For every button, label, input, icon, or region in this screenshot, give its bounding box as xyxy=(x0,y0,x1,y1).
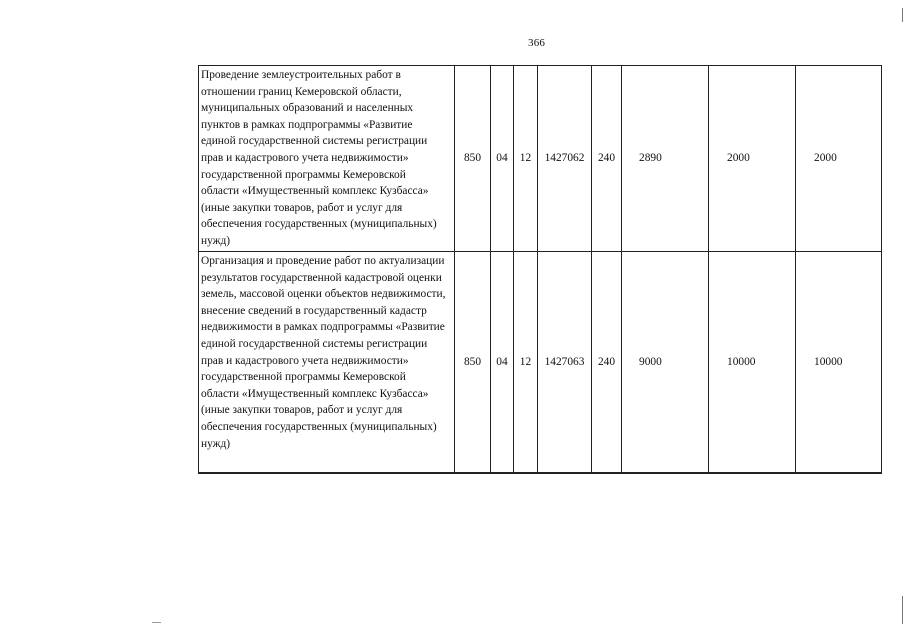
table-row xyxy=(199,66,882,252)
subsection-code: 12 xyxy=(514,66,538,252)
page-number: 366 xyxy=(528,37,546,49)
ministry-code: 850 xyxy=(455,66,491,252)
section-code: 04 xyxy=(491,252,514,474)
target-article-code: 1427062 xyxy=(538,66,592,252)
expense-type-code: 240 xyxy=(592,252,622,474)
budget-table xyxy=(198,65,882,474)
target-article-code: 1427063 xyxy=(538,252,592,474)
scan-edge-mark xyxy=(152,622,161,623)
scan-edge-mark xyxy=(902,8,903,22)
amount-year-1: 9000 xyxy=(622,252,709,474)
expense-description: Проведение землеустроительных работ в отношении границ Кемеровской области, муниципальных образований и населенных пунктов в рамках подпрограммы «Развитие единой государственной системы регистрации прав и кадастрового учета недвижимости» государственной программы Кемеровской области «Имущественный комплекс Кузбасса» (иные закупки товаров, работ и услуг для обеспечения государственных (муниципальных) нужд) xyxy=(199,66,455,252)
expense-type-code: 240 xyxy=(592,66,622,252)
table-row xyxy=(199,252,882,474)
scan-edge-mark xyxy=(902,596,903,624)
amount-year-3: 10000 xyxy=(796,252,882,474)
ministry-code: 850 xyxy=(455,252,491,474)
subsection-code: 12 xyxy=(514,252,538,474)
amount-year-1: 2890 xyxy=(622,66,709,252)
amount-year-3: 2000 xyxy=(796,66,882,252)
section-code: 04 xyxy=(491,66,514,252)
expense-description: Организация и проведение работ по актуализации результатов государственной кадастровой оценки земель, массовой оценки объектов недвижимости, внесение сведений в государственный кадастр недвижимости в рамках подпрограммы «Развитие единой государственной системы регистрации прав и кадастрового учета недвижимости» государственной программы Кемеровской области «Имущественный комплекс Кузбасса» (иные закупки товаров, работ и услуг для обеспечения государственных (муниципальных) нужд) xyxy=(199,252,455,474)
amount-year-2: 10000 xyxy=(709,252,796,474)
amount-year-2: 2000 xyxy=(709,66,796,252)
